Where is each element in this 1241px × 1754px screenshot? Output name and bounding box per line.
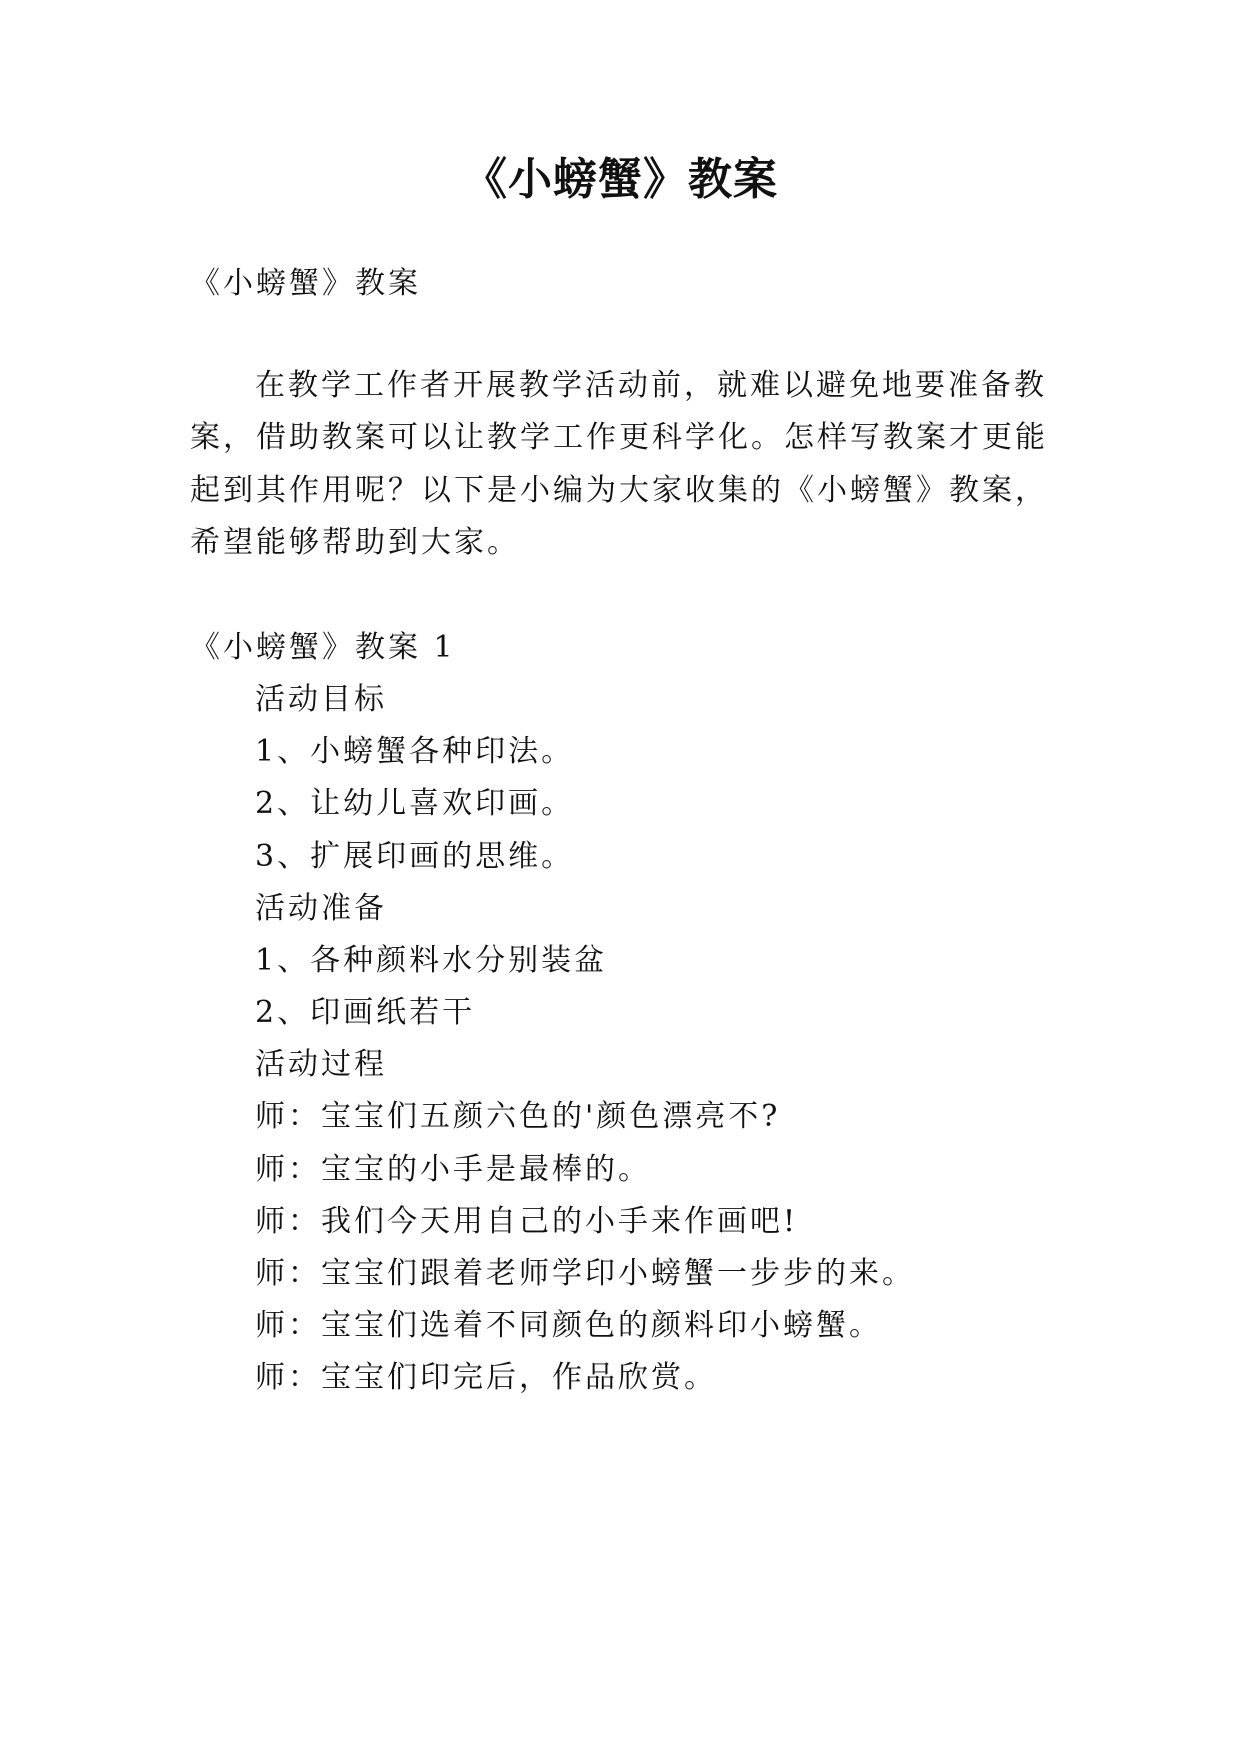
dialogue-line: 师：宝宝们五颜六色的'颜色漂亮不? <box>255 1099 781 1134</box>
dialogue-line: 师：宝宝们印完后，作品欣赏。 <box>255 1360 717 1395</box>
list-item: 2、印画纸若干 <box>255 995 476 1030</box>
list-item: 1、小螃蟹各种印法。 <box>255 734 575 769</box>
dialogue-line: 师：宝宝们选着不同颜色的颜料印小螃蟹。 <box>255 1308 882 1343</box>
intro-line: 起到其作用呢？以下是小编为大家收集的《小螃蟹》教案， <box>190 473 1048 508</box>
dialogue-line: 师：宝宝的小手是最棒的。 <box>255 1152 651 1187</box>
document-title: 《小螃蟹》教案 <box>463 154 778 205</box>
dialogue-line: 师：我们今天用自己的小手来作画吧! <box>255 1204 799 1239</box>
subtitle: 《小螃蟹》教案 <box>190 266 421 301</box>
section-heading: 《小螃蟹》教案 1 <box>190 630 456 665</box>
intro-line: 希望能够帮助到大家。 <box>190 525 520 560</box>
list-item: 3、扩展印画的思维。 <box>255 839 575 874</box>
section-subheading: 活动目标 <box>255 682 387 717</box>
section-subheading: 活动准备 <box>255 891 387 926</box>
list-item: 2、让幼儿喜欢印画。 <box>255 786 575 821</box>
section-subheading: 活动过程 <box>255 1047 387 1082</box>
dialogue-line: 师：宝宝们跟着老师学印小螃蟹一步步的来。 <box>255 1256 915 1291</box>
intro-line: 在教学工作者开展教学活动前，就难以避免地要准备教 <box>255 368 1047 403</box>
list-item: 1、各种颜料水分别装盆 <box>255 943 608 978</box>
intro-line: 案，借助教案可以让教学工作更科学化。怎样写教案才更能 <box>190 420 1048 455</box>
